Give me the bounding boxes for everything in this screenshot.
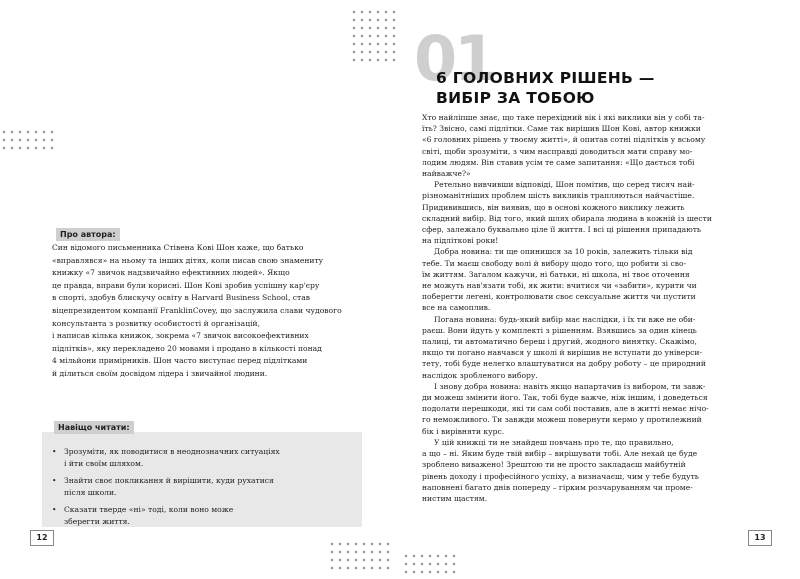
about-line: і написав кілька книжок, зокрема «7 звичок високоефективних xyxy=(52,331,309,341)
body-line: Ретельно вивчивши відповіді, Шон помітив, що серед тисяч най- xyxy=(434,180,695,190)
dot-pattern-right-bottom xyxy=(402,552,458,576)
paragraph xyxy=(422,314,752,381)
body-line: «6 головних рішень у твоєму житті», й опитав сотні підлітків у всьому xyxy=(422,135,706,145)
body-line: світі, щоби зрозуміти, з чим насправді доводиться мати справу мо- xyxy=(422,146,693,156)
about-line: це правда, вправи були корисні. Шон Кові зробив успішну кар'єру xyxy=(52,280,320,290)
chapter-number: 01 xyxy=(414,22,495,95)
bullet-icon: • xyxy=(52,447,57,456)
list-item xyxy=(42,475,362,498)
body-line: не можуть нав'язати тобі, як жити: вчитися чи «забити», курити чи xyxy=(422,281,697,291)
paragraph xyxy=(422,246,752,313)
body-line: їть? Звісно, самі підлітки. Саме так вирішив Шон Кові, автор книжки xyxy=(422,124,701,134)
about-line: «вправлявся» на ньому та інших дітях, коли писав свою знамениту xyxy=(52,255,324,265)
why-read-box xyxy=(42,423,362,527)
paragraph xyxy=(422,179,752,246)
about-line: книжку «7 звичок надзвичайно ефективних людей». Якщо xyxy=(52,268,290,278)
body-line: сфер, залежало буквально ціле її життя. І всі ці рішення припадають xyxy=(422,225,702,235)
body-line: найважче?» xyxy=(422,169,471,179)
about-line: віцепрезидентом компанії FranklinCovey, що заслужила слави чудового xyxy=(52,305,342,315)
title-line: 6 ГОЛОВНИХ РІШЕНЬ — xyxy=(436,69,655,87)
body-line: різноманітніших проблем шість викликів трапляються найчастіше. xyxy=(422,191,695,201)
bullet-icon: • xyxy=(52,505,57,514)
why-read-list xyxy=(42,432,362,527)
about-line: в спорті, здобув блискучу освіту в Harvard Business School, став xyxy=(52,293,311,303)
tip-line: і йти своїм шляхом. xyxy=(64,458,144,468)
list-item xyxy=(42,504,362,527)
body-line: тету, тобі буде нелегко влаштуватися на добру роботу – це природний xyxy=(422,359,706,369)
body-line: Придивившись, він виявив, що в основі кожного виклику лежить xyxy=(422,202,685,212)
page-title xyxy=(436,68,655,108)
paragraph xyxy=(422,437,752,504)
dot-pattern-bottom xyxy=(328,540,392,572)
chapter-body xyxy=(422,112,752,504)
body-line: подолати перешкоди, які ти сам собі поставив, але в житті немає нічо- xyxy=(422,404,709,414)
body-line: зроблено виважено! Зрештою ти не просто закладаєш майбутній xyxy=(422,460,686,470)
tip-line: Зрозуміти, як поводитися в неоднозначних ситуаціях xyxy=(64,447,280,456)
about-line: підлітків», яку перекладено 20 мовами і продано в кількості понад xyxy=(52,343,322,353)
about-line: 4 мільйони примірників. Шон часто виступає перед підлітками xyxy=(52,356,308,366)
body-line: складний вибір. Від того, який шлях обирала людина в кожній із шести xyxy=(422,213,712,223)
body-line: Хто найліпше знає, що таке перехідний вік і які виклики він у собі та- xyxy=(422,113,705,122)
body-line: тебе. Ти маєш свободу волі й вибору щодо того, що робити зі сво- xyxy=(422,258,687,268)
tip-line: після школи. xyxy=(64,487,117,497)
body-line: а що – ні. Яким буде твій вибір – вирішувати тобі. Але нехай це буде xyxy=(422,449,698,459)
about-line: Син відомого письменника Стівена Кові Шон каже, що батько xyxy=(52,243,304,252)
body-line: на підліткові роки! xyxy=(422,236,499,246)
page-number-right: 13 xyxy=(748,530,772,546)
body-line: якщо ти погано навчався у школі й вирішив не вступати до універси- xyxy=(422,348,702,358)
body-line: лодим людям. Він ставив усім те саме запитання: «Що дається тобі xyxy=(422,157,695,167)
about-author-text xyxy=(52,242,370,381)
body-line: раєш. Вони йдуть у комплекті з рішенням. Взявшись за один кінець xyxy=(422,325,697,335)
body-line: нистим щастям. xyxy=(422,493,488,503)
page-number-left: 12 xyxy=(30,530,54,546)
body-line: Добра новина: ти ще опинишся за 10 років, залежить тільки від xyxy=(434,247,693,257)
body-line: І знову добра новина: навіть якщо напартачив із вибором, ти завж- xyxy=(434,381,706,391)
body-line: ди можеш змінити його. Так, тобі буде важче, ніж іншим, і доведеться xyxy=(422,393,708,403)
body-line: поберегти легені, контролювати своє сексуальне життя чи пустити xyxy=(422,292,696,302)
paragraph xyxy=(422,112,752,179)
body-line: бік і вирівняти курс. xyxy=(422,426,505,436)
body-line: все на самоплив. xyxy=(422,303,491,313)
paragraph xyxy=(422,381,752,437)
body-line: палиці, ти автоматично береш і другий, жодного винятку. Скажімо, xyxy=(422,337,697,347)
tip-line: Знайти своє покликання й вирішити, куди рухатися xyxy=(64,476,274,485)
body-line: їм життям. Загалом кажучи, ні батьки, ні школа, ні твоє оточення xyxy=(422,269,690,279)
bullet-icon: • xyxy=(52,476,57,485)
body-line: У цій книжці ти не знайдеш повчань про те, що правильно, xyxy=(434,437,674,447)
body-line: Погана новина: будь-який вибір має наслідки, і їх ти вже не оби- xyxy=(434,314,696,324)
about-author-label: Про автора: xyxy=(56,228,120,241)
tip-line: Сказати тверде «ні» тоді, коли воно може xyxy=(64,505,234,514)
body-line: рівень доходу і професійного успіху, а визначаєш, чим у тебе будуть xyxy=(422,471,699,481)
dot-pattern-top xyxy=(350,8,398,64)
dot-pattern-side xyxy=(0,128,56,152)
why-read-label: Навіщо читати: xyxy=(54,421,134,434)
about-line: консультанта з розвитку особистості й організацій, xyxy=(52,318,260,328)
body-line: го неможливого. Ти завжди можеш повернути кермо у протилежний xyxy=(422,415,702,425)
tip-line: зберегти життя. xyxy=(64,516,130,526)
body-line: наповнені багато днів попереду – гірким розчаруванням чи проме- xyxy=(422,482,693,492)
list-item xyxy=(42,446,362,469)
about-line: й ділиться своїм досвідом лідера і звичайної людини. xyxy=(52,368,268,378)
body-line: наслідок зробленого вибору. xyxy=(422,370,538,380)
title-line: ВИБІР ЗА ТОБОЮ xyxy=(436,89,595,107)
